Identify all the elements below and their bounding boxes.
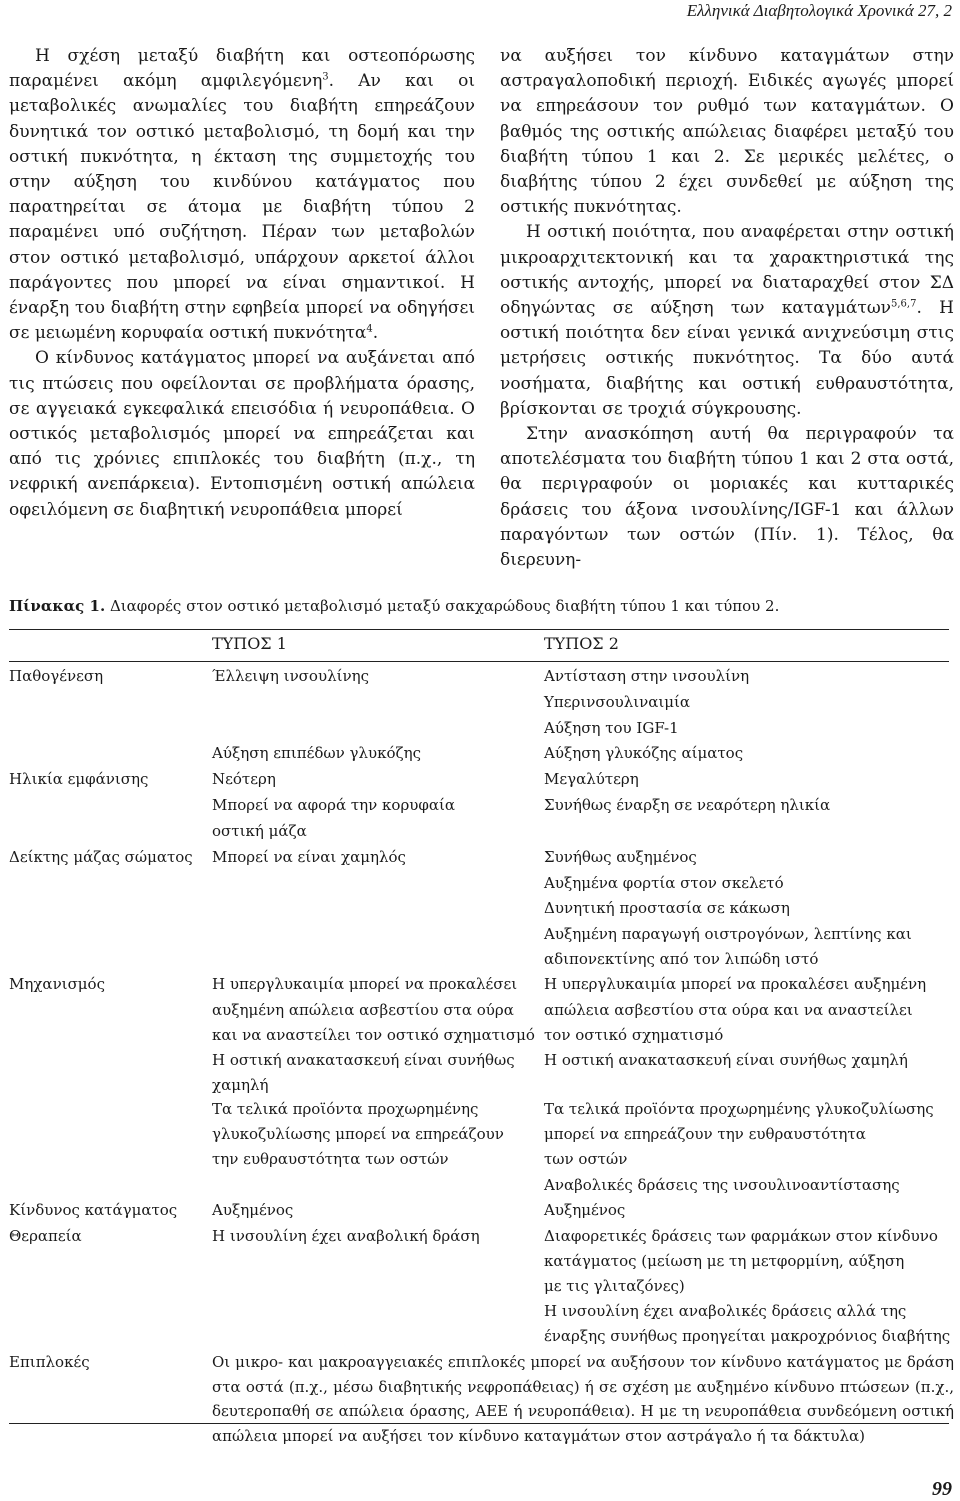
table-bottom-rule: [9, 1423, 949, 1424]
table-cell-line: Υπερινσουλιναιμία: [544, 693, 691, 711]
text-span: .: [372, 323, 379, 344]
row-label: Παθογένεση: [9, 667, 104, 685]
caption-text: Διαφορές στον οστικό μεταβολισμό μεταξύ σακχαρώδους διαβήτη τύπου 1 και τύπου 2.: [105, 597, 780, 615]
table-cell-line: Δυνητική προστασία σε κάκωση: [544, 899, 790, 917]
column-header-type2: ΤΥΠΟΣ 2: [544, 634, 619, 653]
table-cell-line: τον οστικό σχηματισμό: [544, 1026, 724, 1044]
table-cell-line: Αυξημένος: [544, 1201, 626, 1219]
page-number: 99: [932, 1478, 952, 1500]
text-span: . Αν και οι μεταβολικές ανωμαλίες του διαβήτη επηρεάζουν δυνητικά τον οστικό μεταβολισμό, τη δομή και την οστική πυκνότητα, η έκταση της συμμετοχής του στην αύξηση του κινδύνου κατάγματος που παρατηρείται σε άτομα με διαβήτη τύπου 2 παραμένει υπό συζήτηση. Πέραν των μεταβολών στον οστικό μεταβολισμό, υπάρχουν αρκετοί άλλοι παράγοντες που μπορεί να είναι σημαντικοί. Η έναρξη του διαβήτη στην εφηβεία μπορεί να οδηγήσει σε μειωμένη κορυφαία οστική πυκνότητα: [9, 71, 475, 344]
table-cell-line: Μπορεί να αφορά την κορυφαία: [212, 796, 456, 814]
table-cell-line: Αύξηση επιπέδων γλυκόζης: [212, 744, 421, 762]
table-cell-line: Η οστική ανακατασκευή είναι συνήθως: [212, 1051, 515, 1069]
table-cell-line: αυξημένη απώλεια ασβεστίου στα ούρα: [212, 1001, 514, 1019]
row-label: Ηλικία εμφάνισης: [9, 770, 149, 788]
table-cell-line: Η ινσουλίνη έχει αναβολικές δράσεις αλλά της: [544, 1302, 907, 1320]
row-label: Θεραπεία: [9, 1227, 82, 1245]
table-cell-line: Συνήθως έναρξη σε νεαρότερη ηλικία: [544, 796, 831, 814]
table-cell-line: Έλλειψη ινσουλίνης: [212, 667, 369, 685]
table-cell-line: Αυξημένη παραγωγή οιστρογόνων, λεπτίνης και: [544, 925, 912, 943]
table-cell-line: γλυκοζυλίωσης μπορεί να επηρεάζουν: [212, 1125, 504, 1143]
table-cell-line: Νεότερη: [212, 770, 276, 788]
paragraph: Ο κίνδυνος κατάγματος μπορεί να αυξάνεται από τις πτώσεις που οφείλονται σε προβλήματα όρασης, σε αγγειακά εγκεφαλικά επεισόδια ή νευροπάθεια. Ο οστικός μεταβολισμός μπορεί να επηρεάζεται και από τις χρόνιες επιπλοκές του διαβήτη (π.χ., τη νεφρική ανεπάρκεια). Εντοπισμένη οστική απώλεια οφειλόμενη σε διαβητική νευροπάθεια μπορεί: [9, 348, 475, 520]
paragraph: [500, 220, 954, 422]
table-cell-line: Η ινσουλίνη έχει αναβολική δράση: [212, 1227, 480, 1245]
table-cell-line: Συνήθως αυξημένος: [544, 848, 697, 866]
journal-header: Ελληνικά Διαβητολογικά Χρονικά 27, 2: [686, 1, 952, 20]
table-cell-line: Η υπεργλυκαιμία μπορεί να προκαλέσει: [212, 975, 518, 993]
table-cell-line: και να αναστείλει τον οστικό σχηματισμό: [212, 1026, 535, 1044]
row-label: Κίνδυνος κατάγματος: [9, 1201, 178, 1219]
caption-label: Πίνακας 1.: [9, 597, 106, 615]
table-header-rule: [9, 661, 949, 662]
table-cell-line: Τα τελικά προϊόντα προχωρημένης γλυκοζυλίωσης: [544, 1100, 934, 1118]
table-cell-line: έναρξης συνήθως προηγείται μακροχρόνιος διαβήτης: [544, 1327, 951, 1345]
row-label: Δείκτης μάζας σώματος: [9, 848, 193, 866]
paragraph: [9, 44, 475, 346]
column-header-type1: ΤΥΠΟΣ 1: [212, 634, 287, 653]
table-cell-line: Αντίσταση στην ινσουλίνη: [544, 667, 750, 685]
table-cell-line: Τα τελικά προϊόντα προχωρημένης: [212, 1100, 479, 1118]
table-cell-line: Διαφορετικές δράσεις των φαρμάκων στον κίνδυνο: [544, 1227, 938, 1245]
table-cell-line: Η οστική ανακατασκευή είναι συνήθως χαμηλή: [544, 1051, 908, 1069]
paragraph: Στην ανασκόπηση αυτή θα περιγραφούν τα αποτελέσματα του διαβήτη τύπου 1 και 2 στα οστά, θα περιγραφούν οι μοριακές και κυτταρικές δράσεις του άξονα ινσουλίνης/IGF-1 και άλλων παραγόντων των οστών (Πίν. 1). Τέλος, θα διερευνη-: [500, 424, 954, 571]
table-cell-line: Αύξηση γλυκόζης αίματος: [544, 744, 744, 762]
text-span: Η σχέση μεταξύ διαβήτη και οστεοπόρωσης παραμένει ακόμη αμφιλεγόμενη: [9, 46, 475, 92]
row-label: Μηχανισμός: [9, 975, 105, 993]
table-cell-line: οστική μάζα: [212, 822, 307, 840]
citation-ref: 5,6,7: [891, 298, 917, 310]
body-column-left: [9, 44, 475, 523]
table-cell-line: κατάγματος (μείωση με τη μετφορμίνη, αύξηση: [544, 1252, 905, 1270]
table-cell-line: Αναβολικές δράσεις της ινσουλινοαντίστασης: [544, 1176, 900, 1194]
table-caption: [9, 596, 953, 616]
text-span: . Η οστική ποιότητα δεν είναι γενικά ανιχνεύσιμη στις μετρήσεις οστικής πυκνότητος. Τα δύο αυτά νοσήματα, διαβήτης και οστική ευθραυστότητα, βρίσκονται σε τροχιά σύγκρουσης.: [500, 298, 954, 419]
table-cell-line: των οστών: [544, 1150, 628, 1168]
row-label: Επιπλοκές: [9, 1353, 90, 1371]
table-cell-line: Μεγαλύτερη: [544, 770, 639, 788]
table-top-rule: [9, 629, 949, 630]
table-cell-line: με τις γλιταζόνες): [544, 1277, 685, 1295]
text-span: Η οστική ποιότητα, που αναφέρεται στην οστική μικροαρχιτεκτονική και τα χαρακτηριστικά της οστικής αντοχής, μπορεί να διαταραχθεί στον ΣΔ οδηγώντας σε αύξηση των καταγμάτων: [500, 222, 954, 319]
citation-ref: 4: [366, 323, 373, 335]
table-cell-line: Μπορεί να είναι χαμηλός: [212, 848, 406, 866]
table-cell-line: μπορεί να επηρεάζουν την ευθραυστότητα: [544, 1125, 866, 1143]
table-cell-line: Αυξημένα φορτία στον σκελετό: [544, 874, 784, 892]
table-cell-line: την ευθραυστότητα των οστών: [212, 1150, 449, 1168]
table-cell-line: Η υπεργλυκαιμία μπορεί να προκαλέσει αυξημένη: [544, 975, 927, 993]
table-cell-line: αδιπονεκτίνης από τον λιπώδη ιστό: [544, 950, 819, 968]
table-cell-line: απώλεια ασβεστίου στα ούρα και να αναστείλει: [544, 1001, 913, 1019]
table-cell-line: χαμηλή: [212, 1076, 269, 1094]
body-column-right: [500, 44, 954, 573]
citation-ref: 3: [322, 71, 329, 83]
table-cell-line: Αύξηση του IGF-1: [544, 719, 679, 737]
paragraph: να αυξήσει τον κίνδυνο καταγμάτων στην αστραγαλοποδική περιοχή. Ειδικές αγωγές μπορεί να επηρεάσουν τον ρυθμό των καταγμάτων. Ο βαθμός της οστικής απώλειας διαφέρει μεταξύ του διαβήτη τύπου 1 και 2. Σε μερικές μελέτες, ο διαβήτης τύπου 2 έχει συνδεθεί με αύξηση της οστικής πυκνότητας.: [500, 46, 954, 218]
table-cell-line: Αυξημένος: [212, 1201, 294, 1219]
complications-cell: Οι μικρο- και μακροαγγειακές επιπλοκές μπορεί να αυξήσουν τον κίνδυνο κατάγματος με δράση στα οστά (π.χ., μέσω διαβητικής νεφροπάθειας) ή σε σχέση με αυξημένο κίνδυνο πτώσεων (π.χ., δευτεροπαθή σε απώλεια όρασης, ΑΕΕ ή νευροπάθεια). Η με τη νευροπάθεια συνδεόμενη οστική απώλεια μπορεί να αυξήσει τον κίνδυνο καταγμάτων στον αστράγαλο ή τα δάκτυλα): [212, 1353, 954, 1445]
